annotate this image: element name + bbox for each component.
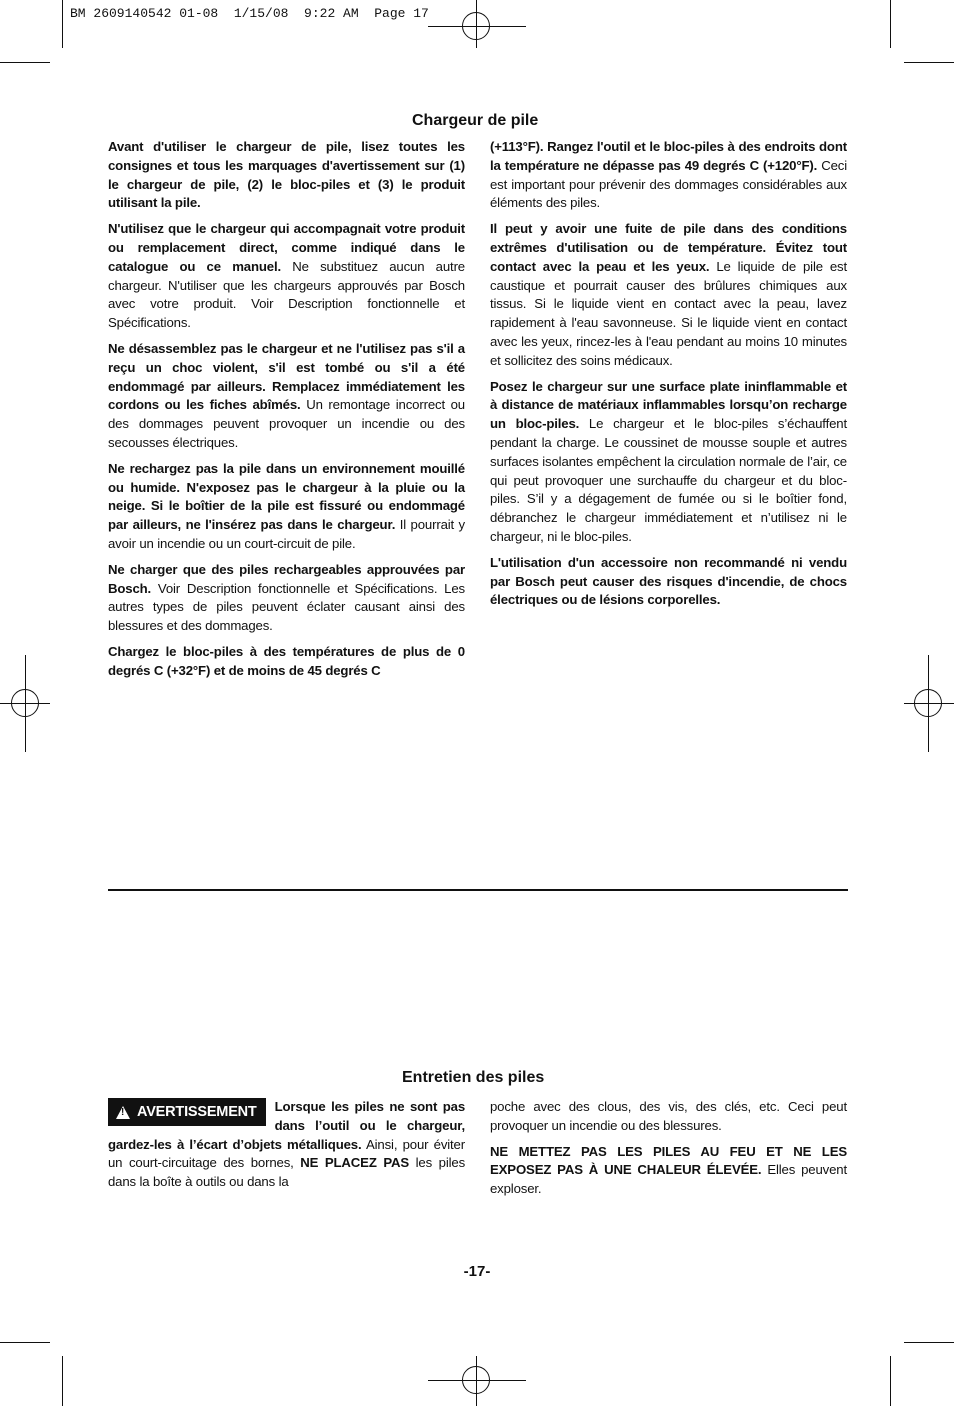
paragraph: L'utilisation d'un accessoire non recommandé ni vendu par Bosch peut causer des risques d'incendie, de chocs électriques ou de lésions corporelles.: [490, 554, 847, 608]
warning-label: AVERTISSEMENT: [137, 1104, 257, 1120]
battery-left-column: [108, 1098, 465, 1199]
section-title-charger: Chargeur de pile: [412, 112, 539, 129]
paragraph: Posez le chargeur sur une surface plate ininflammable et à distance de matériaux inflammables lorsqu’on recharge un bloc-piles. Le chargeur et le bloc-piles s’échauffent pendant la charge. Le coussinet de mousse souple et autres surfaces isolantes empêchent la circulation normale de l’air, ce qui peut provoquer une surchauffe du chargeur et du bloc-piles. S’il y a dégagement de fumée ou si le boîtier fond, débranchez le chargeur immédiatement et n’utilisez ni le chargeur, ni le bloc-piles.: [490, 378, 847, 544]
paragraph: Ne désassemblez pas le chargeur et ne l'utilisez pas s'il a reçu un choc violent, s'il est tombé ou s'il a été endommagé par ailleurs. Remplacez immédiatement les cordons ou les fiches abîmés. Un remontage incorrect ou des dommages peuvent provoquer un incendie ou des secousses électriques.: [108, 340, 465, 450]
crop-mark: [890, 0, 891, 48]
paragraph: NE METTEZ PAS LES PILES AU FEU ET NE LES EXPOSEZ PAS À UNE CHALEUR ÉLEVÉE. Elles peuvent exploser.: [490, 1143, 847, 1197]
crop-mark: [904, 62, 954, 63]
paragraph: Chargez le bloc-piles à des températures de plus de 0 degrés C (+32°F) et de moins de 45 degrés C: [108, 643, 465, 678]
battery-right-column: [490, 1098, 847, 1206]
charger-right-column: [490, 138, 847, 617]
page-number: -17-: [463, 1263, 491, 1280]
print-slug: BM 2609140542 01-08 1/15/08 9:22 AM Page 17: [70, 6, 429, 21]
paragraph: Il peut y avoir une fuite de pile dans des conditions extrêmes d'utilisation ou de température. Évitez tout contact avec la peau et les yeux. Le liquide de pile est caustique et pourrait causer des brûlures chimiques aux tissus. Si le liquide vient en contact avec la peau, lavez rapidement à l'eau savonneuse. Si le liquide vient en contact avec les yeux, rincez-les à l'eau pendant au moins 10 minutes et sollicitez des soins médicaux.: [490, 221, 847, 368]
section-title-battery: Entretien des piles: [402, 1069, 545, 1086]
crop-mark: [0, 62, 50, 63]
paragraph: Ne charger que des piles rechargeables approuvées par Bosch. Voir Description fonctionnelle et Spécifications. Les autres types de piles peuvent éclater causant ainsi des blessures et des dommages.: [108, 561, 465, 634]
section-divider: [108, 889, 848, 891]
paragraph: poche avec des clous, des vis, des clés, etc. Ceci peut provoquer un incendie ou des blessures.: [490, 1099, 847, 1133]
crop-mark: [62, 1356, 63, 1406]
crop-mark: [0, 1342, 50, 1343]
crop-mark: [904, 1342, 954, 1343]
paragraph: Avant d'utiliser le chargeur de pile, lisez toutes les consignes et tous les marquages d'avertissement sur (1) le chargeur de pile, (2) le bloc-piles et (3) le produit utilisant la pile.: [108, 139, 465, 211]
paragraph: N'utilisez que le chargeur qui accompagnait votre produit ou remplacement direct, comme indiqué dans le catalogue ou ce manuel. Ne substituez aucun autre chargeur. N'utiliser que les chargeurs approuvés par Bosch avec votre produit. Voir Description fonctionnelle et Spécifications.: [108, 221, 465, 331]
crop-mark: [62, 0, 63, 48]
warning-badge: [108, 1098, 266, 1126]
charger-left-column: [108, 138, 465, 688]
warning-triangle-icon: !: [116, 1106, 130, 1119]
paragraph: (+113°F). Rangez l'outil et le bloc-piles à des endroits dont la température ne dépasse pas 49 degrés C (+120°F). Ceci est important pour prévenir des dommages considérables aux éléments des piles.: [490, 139, 847, 211]
crop-mark: [890, 1356, 891, 1406]
paragraph: Lorsque les piles ne sont pas dans l’outil ou le chargeur, gardez-les à l’écart d’objets métalliques. Ainsi, pour éviter un court-circuitage des bornes, NE PLACEZ PAS les piles dans la boîte à outils ou dans la: [108, 1099, 466, 1190]
paragraph: Ne rechargez pas la pile dans un environnement mouillé ou humide. N'exposez pas le chargeur à la pluie ou la neige. Si le boîtier de la pile est fissuré ou endommagé par ailleurs, ne l'insérez pas dans le chargeur. Il pourrait y avoir un incendie ou un court-circuit de pile.: [108, 460, 466, 551]
